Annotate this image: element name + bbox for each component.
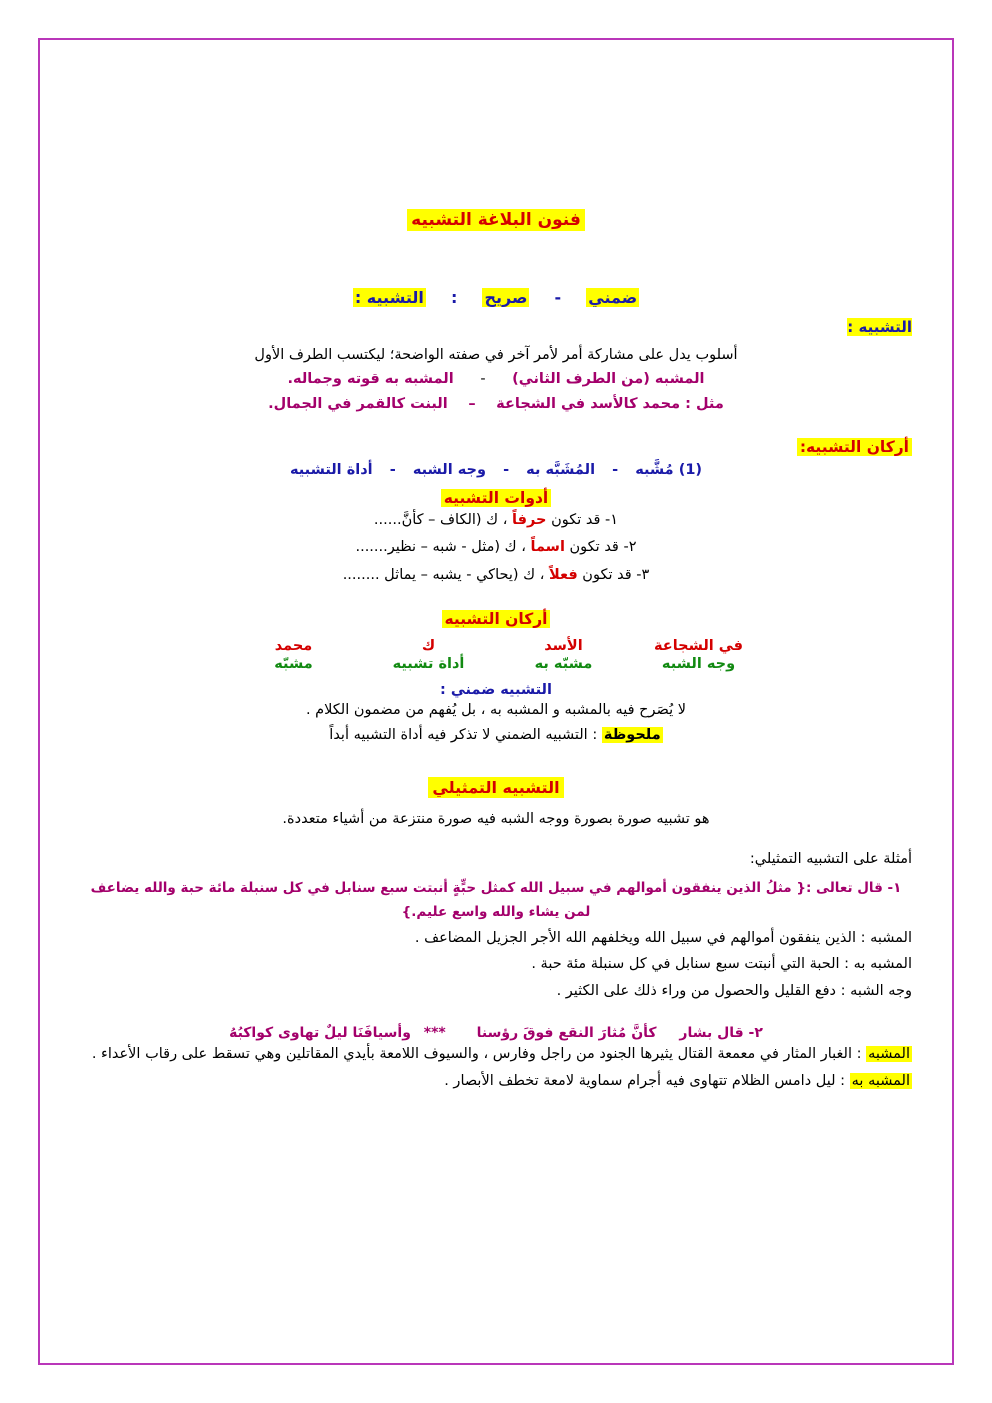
pillars-example-top-4: في الشجاعة [654, 638, 743, 655]
definition-example [80, 392, 912, 417]
tashbih-type-2: ضمني [588, 288, 638, 307]
example1-verse: مثلُ الذين ينفقون أموالهم في سبيل الله كمثل حبٍّةٍ أنبتت سبع سنابل في كل سنبلة مائة حبة والله يضاعف لمن يشاء والله واسع عليم.} [90, 880, 792, 920]
example2-hemistich-2: وأسيافَنَا ليلٌ تهاوى كواكبُهُ [229, 1024, 411, 1041]
pillars-sep-2: - [503, 461, 510, 478]
tool-item-1-text: ١- قد تكون حرفاً ، ك (الكاف – كأنَّ...... [373, 511, 619, 528]
pillars-example-head: أركان التشبيه [442, 610, 551, 628]
definition-example-a: مثل : محمد كالأسد في الشجاعة [496, 396, 724, 413]
tools-head: أدوات التشبيه [441, 489, 551, 507]
tool-item-1 [80, 507, 912, 535]
definition-example-dash: – [468, 396, 476, 413]
pillars-example-col-3 [496, 638, 631, 672]
pillar-item-4: أداة التشبيه [289, 461, 373, 478]
pillars-example-top-3: الأسد [544, 638, 583, 655]
tamthili-examples-label: أمثلة على التشبيه التمثيلي: [749, 851, 912, 868]
definition-line2-b: المشبه به قوته وجماله. [287, 371, 454, 388]
pillar-item-1: (1) مُشَّبه [635, 461, 703, 478]
implicit-note [80, 723, 912, 748]
tool-item-2 [80, 534, 912, 562]
pillars-example-top-1: محمد [274, 638, 313, 655]
tashbih-types-label: التشبيه : [354, 288, 424, 307]
pillars-example-col-2 [361, 638, 496, 672]
implicit-note-label: ملحوظة [603, 727, 661, 743]
definition-head: التشبيه : [847, 318, 912, 336]
definition-head-row [80, 315, 912, 340]
definition-example-b: البنت كالقمر في الجمال. [268, 396, 448, 413]
pillars-example-top-2: ك [421, 638, 436, 655]
tamthili-definition: هو تشبيه صورة بصورة ووجه الشبه فيه صورة منتزعة من أشياء متعددة. [282, 810, 710, 827]
example2-intro: ٢- قال بشار [679, 1024, 763, 1041]
definition-line2-dash: - [480, 371, 486, 388]
document-page [38, 38, 954, 1365]
page-title [80, 210, 912, 230]
pillars-example-bottom-3: مشبّه به [534, 656, 593, 673]
document-content [80, 210, 912, 1095]
example2-verse-block [80, 1025, 912, 1041]
example1-analysis-1: المشبه : الذين ينفقون أموالهم في سبيل الله ويخلفهم الله الأجر الجزيل المضاعف . [414, 929, 912, 946]
tool-item-3-text: ٣- قد تكون فعلاً ، ك (يحاكي - يشبه – يماثل ........ [342, 566, 650, 583]
example2-text-2: : ليل دامس الظلام تتهاوى فيه أجرام سماوية لامعة تخطف الأبصار . [444, 1072, 846, 1089]
tool-item-3 [80, 562, 912, 590]
tashbih-types-line [80, 288, 912, 307]
example1-verse-block [80, 877, 912, 924]
tools-head-row [80, 488, 912, 507]
example2-label-2: المشبه به [851, 1072, 910, 1089]
tamthili-head: التشبيه التمثيلي [428, 777, 563, 798]
example2-stars: *** [423, 1024, 446, 1041]
pillars-example-bottom-4: وجه الشبه [661, 656, 736, 673]
example2-analysis-1 [80, 1041, 912, 1068]
example1-intro: ١- قال تعالى :{ [796, 880, 902, 897]
pillars-example-col-1 [226, 638, 361, 672]
example2-label-1: المشبه [868, 1045, 910, 1062]
example2-text-1: : الغبار المثار في معمعة القتال يثيرها الجنود من راجل وفارس ، والسيوف اللامعة بأيدي المقاتلين وهي تسقط على رقاب الأعداء . [91, 1045, 862, 1062]
tashbih-type-1: صريح [484, 288, 528, 307]
types-dash: - [554, 288, 562, 307]
example2-hemistich-1: كأنَّ مُثارَ النقع فوقَ رؤسنا [476, 1024, 657, 1041]
implicit-text: لا يُصَرح فيه بالمشبه و المشبه به ، بل يُفهم من مضمون الكلام . [305, 702, 687, 719]
page-title-text: فنون البلاغة التشبيه [407, 209, 585, 231]
pillars-sep-3: - [389, 461, 396, 478]
example1-analysis-3: وجه الشبه : دفع القليل والحصول من وراء ذلك على الكثير . [556, 983, 912, 1000]
pillars-head-row [80, 437, 912, 456]
types-colon: : [450, 288, 458, 307]
pillars-example-bottom-2: أداة تشبيه [392, 656, 465, 673]
pillar-item-3: وجه الشبه [412, 461, 486, 478]
definition-line2-a: المشبه (من الطرف الثاني) [512, 371, 705, 388]
pillars-example-bottom-1: مشبّه [274, 656, 313, 673]
pillar-item-2: المُشَبَّه به [526, 461, 596, 478]
implicit-head: التشبيه ضمني : [440, 682, 552, 699]
implicit-note-text: : التشبيه الضمني لا تذكر فيه أداة التشبيه أبداً [329, 727, 598, 743]
pillars-sep-1: - [612, 461, 619, 478]
pillars-list [80, 462, 912, 478]
pillars-example-col-4 [631, 638, 766, 672]
example1-analysis-2: المشبه به : الحبة التي أنبتت سبع سنابل في كل سنبلة مئة حبة . [531, 956, 912, 973]
pillars-head: أركان التشبيه: [797, 438, 912, 456]
tamthili-head-row [80, 778, 912, 797]
tool-item-2-text: ٢- قد تكون اسماً ، ك (مثل - شبه – نظير....... [355, 539, 637, 556]
definition-line2 [80, 367, 912, 392]
pillars-example-head-row [80, 609, 912, 628]
example2-analysis-2 [80, 1068, 912, 1095]
pillars-example-grid [80, 638, 912, 672]
definition-text: أسلوب يدل على مشاركة أمر لأمر آخر في صفته الواضحة؛ ليكتسب الطرف الأول [254, 346, 738, 363]
